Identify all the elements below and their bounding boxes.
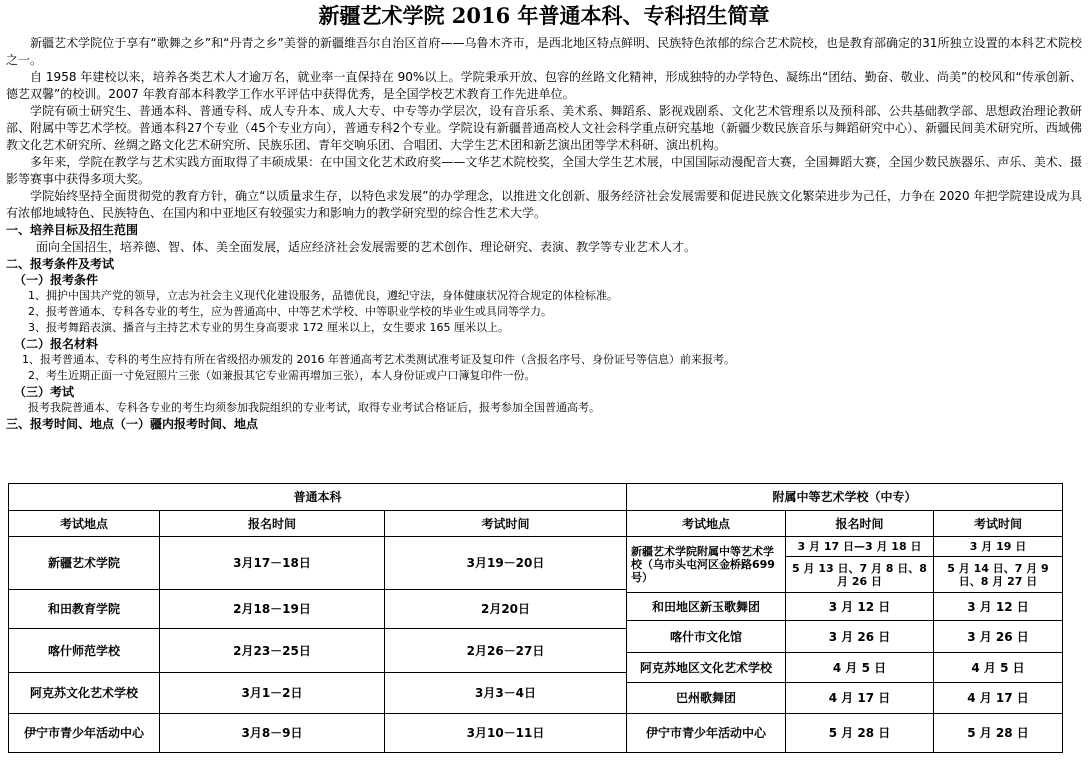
column-header-reg: 报名时间: [786, 511, 934, 537]
intro-paragraph: 学院有硕士研究生、普通本科、普通专科、成人专升本、成人大专、中专等办学层次，设有音乐系、美术系、舞蹈系、影视戏剧系、文化艺术管理系以及预科部、公共基础教学部、思想政治理论教研部、附属中等艺术学校。普通本科27个专业（45个专业方向），普通专科2个专业。学院设有新疆普通高校人文社会科学重点研究基地（新疆少数民族音乐与舞蹈研究中心）、新疆民间美术研究所、西域佛教文化艺术研究所、丝绸之路文化艺术研究所、民族乐团、青年交响乐团、合唱团、大学生艺术团和新艺演出团等学术科研、演出机构。: [6, 104, 1082, 152]
schedule-table-wrapper: [8, 483, 1062, 753]
intro-paragraph: 多年来，学院在教学与艺术实践方面取得了丰硕成果：在中国文化艺术政府奖——文华艺术院校奖，全国大学生艺术展，中国国际动漫配音大赛，全国舞蹈大赛，全国少数民族器乐、声乐、美术、摄影等赛事中获得多项大奖。: [6, 155, 1082, 186]
column-header-place: 考试地点: [627, 511, 786, 537]
intro-paragraph: 自 1958 年建校以来，培养各类艺术人才逾万名，就业率一直保持在 90%以上。学院秉承开放、包容的丝路文化精神，形成独特的办学特色、凝练出“团结、勤奋、敬业、尚美”的校风和“传承创新、德艺双馨”的校训。2007 年教育部本科教学工作水平评估中获得优秀，是全国学校艺术教育工作先进单位。: [6, 70, 1082, 101]
cell-reg: 4 月 17 日: [786, 683, 934, 714]
cell-exam: 3月10－11日: [385, 714, 627, 753]
schedule-table: [8, 483, 1063, 753]
cell-reg: 2月18－19日: [160, 590, 385, 629]
table-group-header-row: [9, 484, 1063, 511]
cell-place: 喀什市文化馆: [627, 621, 786, 653]
condition-item: 1、拥护中国共产党的领导，立志为社会主义现代化建设服务，品德优良，遵纪守法，身体健康状况符合规定的体检标准。: [28, 289, 618, 302]
cell-place: 巴州歌舞团: [627, 683, 786, 714]
cell-exam: 3 月 26 日: [934, 621, 1063, 653]
cell-exam: 2月20日: [385, 590, 627, 629]
cell-reg: 3月1－2日: [160, 673, 385, 714]
cell-reg: 3 月 26 日: [786, 621, 934, 653]
intro-paragraph: 学院始终坚持全面贯彻党的教育方针，确立“以质量求生存，以特色求发展”的办学理念，以推进文化创新、服务经济社会发展需要和促进民族文化繁荣进步为己任，力争在 2020 年把学院建设成为具有浓郁地域特色、民族特色、在国内和中亚地区有较强实力和影响力的教学研究型的综合性艺术大学。: [6, 189, 1082, 220]
exam-text: 报考我院普通本、专科各专业的考生均须参加我院组织的专业考试，取得专业考试合格证后，报考参加全国普通高考。: [28, 401, 600, 414]
cell-exam: 3 月 12 日: [934, 593, 1063, 621]
section-heading-conditions: 二、报考条件及考试: [6, 257, 115, 271]
cell-reg: 5 月 28 日: [786, 714, 934, 753]
material-item: 2、考生近期正面一寸免冠照片三张（如兼报其它专业需再增加三张），本人身份证或户口簿复印件一份。: [28, 369, 536, 382]
cell-exam: 4 月 17 日: [934, 683, 1063, 714]
subheading-materials: （二）报名材料: [14, 337, 99, 351]
cell-place: 喀什师范学校: [9, 629, 160, 673]
cell-place: 伊宁市青少年活动中心: [627, 714, 786, 753]
cell-reg: 4 月 5 日: [786, 653, 934, 683]
cell-reg: 3月8－9日: [160, 714, 385, 753]
subheading-exam: （三）考试: [14, 385, 75, 399]
subheading-conditions: （一）报考条件: [14, 273, 99, 287]
column-header-exam: 考试时间: [385, 511, 627, 537]
cell-place: 阿克苏文化艺术学校: [9, 673, 160, 714]
page-title: 新疆艺术学院 2016 年普通本科、专科招生简章: [318, 3, 770, 28]
cell-place: 和田教育学院: [9, 590, 160, 629]
intro-paragraph: 新疆艺术学院位于享有“歌舞之乡”和“丹青之乡”美誉的新疆维吾尔自治区首府——乌鲁木齐市，是西北地区特点鲜明、民族特色浓郁的综合艺术院校，也是教育部确定的31所独立设置的本科艺术院校之一。: [6, 36, 1082, 67]
column-header-place: 考试地点: [9, 511, 160, 537]
cell-reg: 2月23－25日: [160, 629, 385, 673]
cell-place: 新疆艺术学院附属中等艺术学校（乌市头屯河区金桥路699号）: [627, 537, 786, 593]
cell-exam: 2月26－27日: [385, 629, 627, 673]
goals-text: 面向全国招生，培养德、智、体、美全面发展，适应经济社会发展需要的艺术创作、理论研究、表演、教学等专业艺术人才。: [36, 240, 697, 254]
table-row: [9, 714, 1063, 724]
group-header-secondary: 附属中等艺术学校（中专）: [627, 484, 1063, 511]
cell-exam: 3月3－4日: [385, 673, 627, 714]
cell-reg: 3 月 12 日: [786, 593, 934, 621]
cell-exam: 3月19－20日: [385, 537, 627, 590]
cell-reg: 3 月 17 日—3 月 18 日: [786, 537, 934, 557]
section-heading-schedule: 三、报考时间、地点（一）疆内报考时间、地点: [6, 417, 259, 431]
table-column-header-row: [9, 511, 1063, 537]
cell-place: 伊宁市青少年活动中心: [9, 714, 160, 753]
material-item: 1、报考普通本、专科的考生应持有所在省级招办颁发的 2016 年普通高考艺术类测试准考证及复印件（含报名序号、身份证号等信息）前来报考。: [22, 353, 735, 366]
column-header-reg: 报名时间: [160, 511, 385, 537]
section-heading-goals: 一、培养目标及招生范围: [6, 223, 139, 237]
column-header-exam: 考试时间: [934, 511, 1063, 537]
cell-reg: 3月17－18日: [160, 537, 385, 590]
condition-item: 3、报考舞蹈表演、播音与主持艺术专业的男生身高要求 172 厘米以上，女生要求 165 厘米以上。: [28, 321, 509, 334]
cell-place: 新疆艺术学院: [9, 537, 160, 590]
cell-exam: 3 月 19 日: [934, 537, 1063, 557]
cell-place: 阿克苏地区文化艺术学校: [627, 653, 786, 683]
cell-exam: 5 月 28 日: [934, 714, 1063, 753]
cell-exam: 5 月 14 日、7 月 9 日、8 月 27 日: [934, 557, 1063, 593]
cell-exam: 4 月 5 日: [934, 653, 1063, 683]
table-row: [9, 537, 1063, 557]
document-body: [6, 35, 1082, 432]
group-header-undergrad: 普通本科: [9, 484, 627, 511]
cell-place: 和田地区新玉歌舞团: [627, 593, 786, 621]
condition-item: 2、报考普通本、专科各专业的考生，应为普通高中、中等艺术学校、中等职业学校的毕业生或具同等学力。: [28, 305, 552, 318]
cell-reg: 5 月 13 日、7 月 8 日、8 月 26 日: [786, 557, 934, 593]
